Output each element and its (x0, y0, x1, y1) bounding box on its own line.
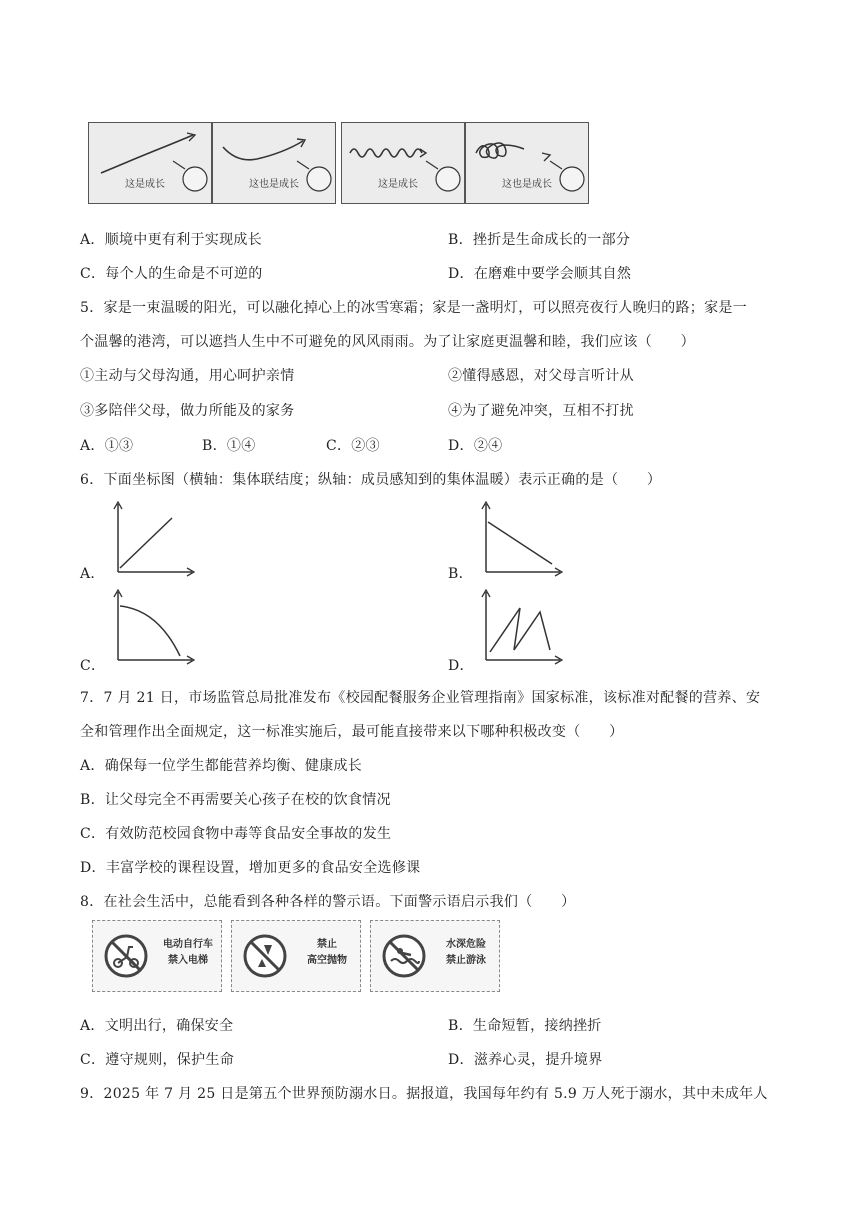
q8-option-d[interactable]: D．滋养心灵，提升境界 (448, 1052, 603, 1068)
q7-stem-line1: 7．7 月 21 日，市场监管总局批准发布《校园配餐服务企业管理指南》国家标准，该标准对配餐的营养、安 (80, 690, 761, 706)
q8-option-a[interactable]: A．文明出行，确保安全 (80, 1018, 234, 1034)
graph-d-zigzag (476, 588, 566, 668)
q4-option-d[interactable]: D．在磨难中要学会顺其自然 (448, 266, 632, 282)
q5-stem-line2: 个温馨的港湾，可以遮挡人生中不可避免的风风雨雨。为了让家庭更温馨和睦，我们应该（ ） (80, 334, 695, 350)
warning-sign-text: 电动自行车 禁入电梯 (163, 939, 213, 966)
q5-item-2: ②懂得感恩，对父母言听计从 (448, 368, 634, 384)
q6-label-c[interactable]: C． (80, 658, 106, 674)
comic-panel-2 (212, 122, 336, 204)
graph-a-increasing-line (108, 500, 198, 580)
comic-caption: 这也是成长 (249, 179, 299, 190)
q5-option-b[interactable]: B．①④ (202, 438, 256, 454)
q4-option-b[interactable]: B．挫折是生命成长的一部分 (448, 232, 631, 248)
q5-option-c[interactable]: C．②③ (326, 438, 380, 454)
q7-option-d[interactable]: D．丰富学校的课程设置，增加更多的食品安全选修课 (80, 860, 421, 876)
graph-b-decreasing-line (476, 500, 566, 580)
warning-sign-text: 水深危险 禁止游泳 (446, 939, 486, 966)
q5-item-4: ④为了避免冲突，互相不打扰 (448, 403, 634, 419)
growth-path-arc (213, 123, 336, 204)
q5-item-3: ③多陪伴父母，做力所能及的家务 (80, 403, 295, 419)
q7-option-a[interactable]: A．确保每一位学生都能营养均衡、健康成长 (80, 758, 363, 774)
q5-item-1: ①主动与父母沟通，用心呵护亲情 (80, 368, 295, 384)
warning-sign-1 (92, 920, 222, 992)
q6-label-a[interactable]: A． (80, 566, 105, 582)
q8-option-c[interactable]: C．遵守规则，保护生命 (80, 1052, 235, 1068)
warning-sign-text: 禁止 高空抛物 (307, 939, 347, 966)
q7-option-c[interactable]: C．有效防范校园食物中毒等食品安全事故的发生 (80, 826, 392, 842)
comic-panel-1 (88, 122, 212, 204)
comic-caption: 这是成长 (125, 179, 165, 190)
no-swimming-icon (381, 933, 427, 979)
falling-object-icon (242, 933, 288, 979)
warning-sign-2 (231, 920, 361, 992)
q5-stem-line1: 5．家是一束温暖的阳光，可以融化掉心上的冰雪寒霜；家是一盏明灯，可以照亮夜行人晚归的路；家是一 (80, 300, 748, 316)
q7-stem-line2: 全和管理作出全面规定，这一标准实施后，最可能直接带来以下哪种积极改变（ ） (80, 724, 624, 740)
q8-stem: 8．在社会生活中，总能看到各种各样的警示语。下面警示语启示我们（ ） (80, 894, 576, 910)
q6-stem: 6．下面坐标图（横轴：集体联结度；纵轴：成员感知到的集体温暖）表示正确的是（ ） (80, 472, 662, 488)
growth-path-loops (466, 123, 589, 204)
q5-option-d[interactable]: D．②④ (448, 438, 503, 454)
graph-c-concave-curve (108, 588, 198, 668)
q6-label-d[interactable]: D． (448, 658, 474, 674)
q6-label-b[interactable]: B． (448, 566, 473, 582)
warning-sign-3 (370, 920, 500, 992)
q4-option-c[interactable]: C．每个人的生命是不可逆的 (80, 266, 263, 282)
scooter-icon (103, 933, 149, 979)
comic-caption: 这是成长 (378, 179, 418, 190)
q5-option-a[interactable]: A．①③ (80, 438, 134, 454)
growth-path-zigzag (342, 123, 465, 204)
comic-panel-3 (341, 122, 465, 204)
q8-option-b[interactable]: B．生命短暂，接纳挫折 (448, 1018, 602, 1034)
comic-panel-4 (465, 122, 589, 204)
q4-option-a[interactable]: A．顺境中更有利于实现成长 (80, 232, 263, 248)
q7-option-b[interactable]: B．让父母完全不再需要关心孩子在校的饮食情况 (80, 792, 391, 808)
q9-stem-line1: 9．2025 年 7 月 25 日是第五个世界预防溺水日。据报道，我国每年约有 5.9 万人死于溺水，其中未成年人 (80, 1086, 768, 1102)
growth-path-smooth (89, 123, 212, 204)
comic-caption: 这也是成长 (502, 179, 552, 190)
